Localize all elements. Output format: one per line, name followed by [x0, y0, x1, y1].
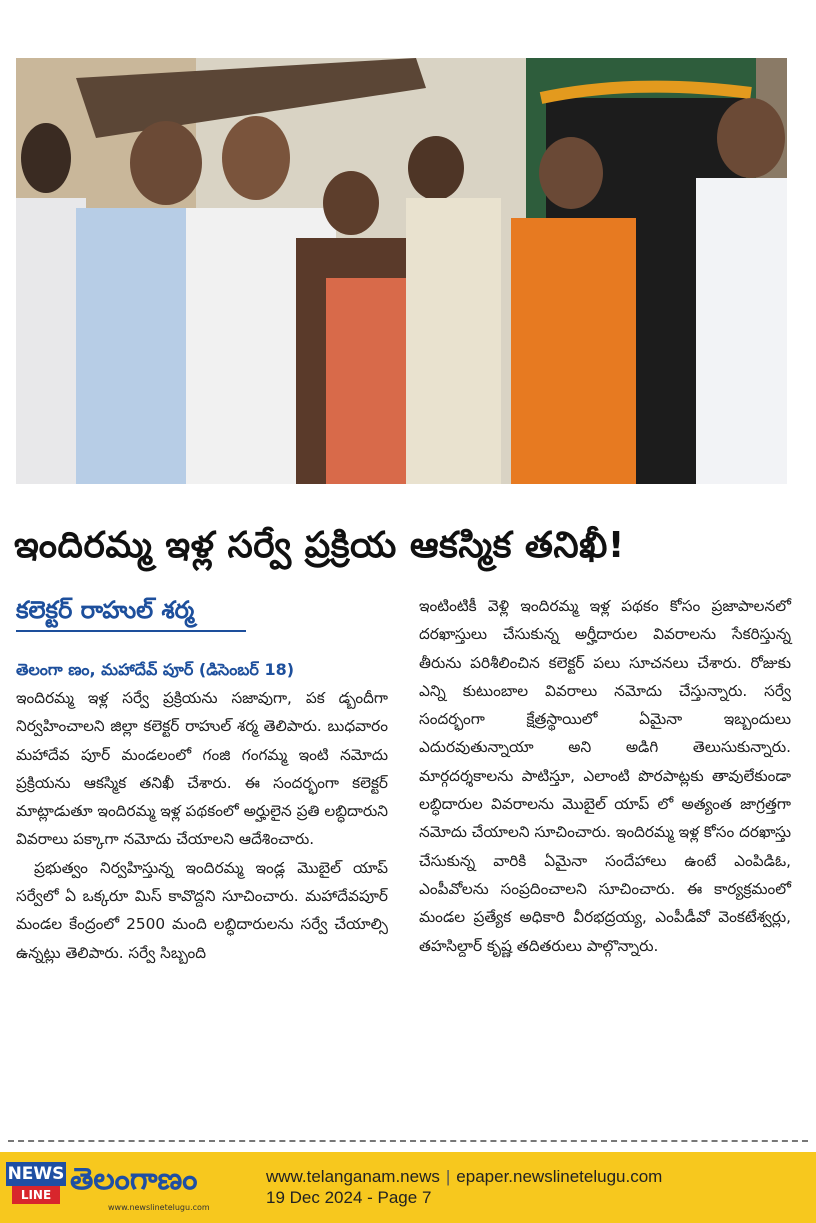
site-link-telanganam[interactable]: www.telanganam.news — [266, 1167, 440, 1186]
paragraph: ప్రభుత్వం నిర్వహిస్తున్న ఇందిరమ్మ ఇండ్ల మొబైల్ యాప్ సర్వేలో ఏ ఒక్కరూ మిస్ కావొద్దని సూచించారు. మహాదేవపూర్ మండల కేంద్రంలో 2500 మంది లబ్ధిదారులను సర్వే చేయాల్సి ఉన్నట్లు తెలిపారు. సర్వే సిబ్బంది — [16, 858, 388, 962]
separator: | — [445, 1167, 451, 1186]
telanganam-brand — [70, 1158, 250, 1216]
article-column-right — [419, 592, 791, 960]
logo-line-text: LINE — [12, 1186, 60, 1204]
logo-news-text: NEWS — [7, 1164, 65, 1184]
byline-underline — [16, 630, 246, 632]
newsline-logo — [6, 1162, 66, 1208]
article-column-left — [16, 592, 388, 967]
date-page: 19 Dec 2024 - Page 7 — [266, 1188, 432, 1207]
byline: కలెక్టర్ రాహుల్ శర్మ — [16, 596, 195, 624]
headline: ఇందిరమ్మ ఇళ్ల సర్వే ప్రక్రియ ఆకస్మిక తనిఖీ! — [14, 525, 625, 566]
brand-name: తెలంగాణం — [70, 1162, 198, 1197]
news-photo — [16, 58, 787, 484]
site-link-epaper[interactable]: epaper.newslinetelugu.com — [456, 1167, 663, 1186]
footer-bar — [0, 1152, 816, 1223]
footer-info — [266, 1166, 806, 1208]
paragraph: ఇందిరమ్మ ఇళ్ల సర్వే ప్రక్రియను సజావుగా, పక డ్బందీగా నిర్వహించాలని జిల్లా కలెక్టర్ రాహుల్ శర్మ తెలిపారు. బుధవారం మహాదేవ పూర్ మండలంలో గంజి గంగమ్మ ఇంటి నమోదు ప్రక్రియను ఆకస్మిక తనిఖీ చేశారు. ఈ సందర్భంగా కలెక్టర్ మాట్లాడుతూ ఇందిరమ్మ ఇళ్ల పథకంలో అర్హులైన ప్రతి లబ్ధిదారుని వివరాలు పక్కాగా నమోదు చేయాలని ఆదేశించారు. — [16, 689, 388, 849]
footer-divider — [8, 1140, 808, 1142]
paragraph: ఇంటింటికీ వెళ్లి ఇందిరమ్మ ఇళ్ల పథకం కోసం ప్రజాపాలనలో దరఖాస్తులు చేసుకున్న అర్హీదారుల వివరాలను సేకరిస్తున్న తీరును పరిశీలించిన కలెక్టర్ పలు సూచనలు చేశారు. రోజుకు ఎన్ని కుటుంబాల వివరాలు నమోదు చేస్తున్నారు. సర్వే సందర్భంగా క్షేత్రస్థాయిలో ఏమైనా ఇబ్బందులు ఎదురవుతున్నాయా అని అడిగి తెలుసుకున్నారు. మార్గదర్శకాలను పాటిస్తూ, ఎలాంటి పొరపాట్లకు తావులేకుండా లబ్ధిదారుల వివరాలను మొబైల్ యాప్ లో అత్యంత జాగ్రత్తగా నమోదు చేయాలని సూచించారు. ఇందిరమ్మ ఇళ్ల కోసం దరఖాస్తు చేసుకున్న వారికి ఏమైనా సందేహాలు ఉంటే ఎంపిడిఓ, ఎంపీవోలను సంప్రదించాలని సూచించారు. ఈ కార్యక్రమంలో మండల ప్రత్యేక అధికారి వీరభద్రయ్య, ఎంపీడీవో వెంకటేశ్వర్లు, తహసిల్దార్ కృష్ణ తదితరులు పాల్గొన్నారు. — [419, 597, 791, 955]
dateline: తెలంగా ణం, మహాదేవ్ పూర్ (డిసెంబర్ 18) — [16, 660, 295, 679]
brand-site: www.newslinetelugu.com — [108, 1203, 210, 1212]
